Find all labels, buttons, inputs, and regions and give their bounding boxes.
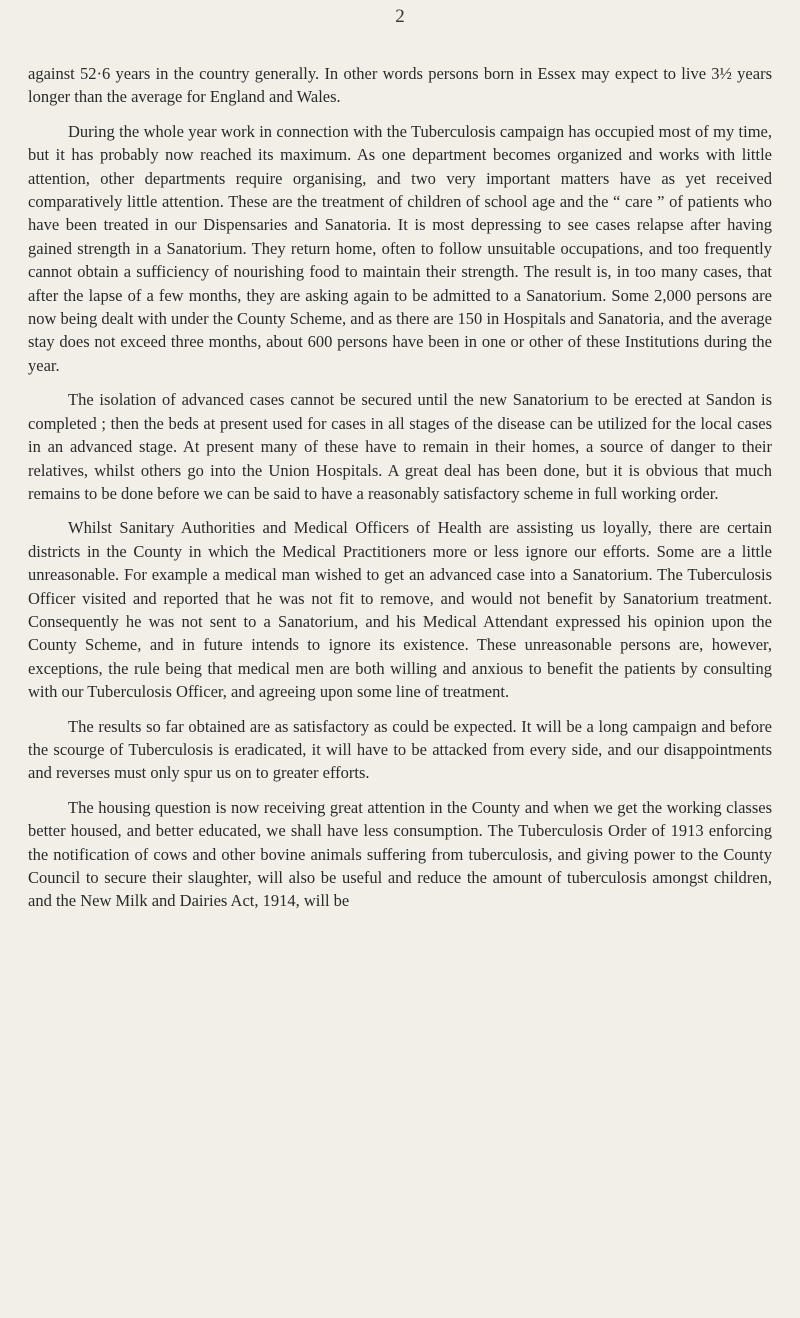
paragraph-housing-question: The housing question is now receiving great attention in the County and when we get the working classes better housed, and better educated, we shall have less consumption. The Tuberculosis Order of 1913 enforcing the notification of cows and other bovine animals suffering from tuberculosis, and giving power to the County Council to secure their slaughter, will also be useful and reduce the amount of tuberculosis amongst children, and the New Milk and Dairies Act, 1914, will be xyxy=(28,797,772,911)
paragraph-sanitary-authorities: Whilst Sanitary Authorities and Medical Officers of Health are assisting us loyally, there are certain districts in the County in which the Medical Practitioners more or less ignore our efforts. Some are a little unreasonable. For example a medical man wished to get an advanced case into a Sanatorium. The Tuberculosis Officer visited and reported that he was not fit to remove, and would not benefit by Sanatorium treatment. Consequently he was not sent to a Sanatorium, and his Medical Attendant expressed his opinion upon the County Scheme, and in future intends to ignore its existence. These unreasonable persons are, however, exceptions, the rule being that medical men are both willing and anxious to benefit the patients by consulting with our Tuberculosis Officer, and agreeing upon some line of treatment. xyxy=(28,518,772,702)
paragraph-isolation-advanced-cases: The isolation of advanced cases cannot be secured until the new Sanatorium to be erected at Sandon is completed ; then the beds at present used for cases in all stages of the disease can be utilized for the local cases in an advanced stage. At present many of these have to remain in their homes, a source of danger to their relatives, whilst others go into the Union Hospitals. A great deal has been done, but it is obvious that much remains to be done before we can be said to have a reasonably satisfactory scheme in full working order. xyxy=(28,390,772,503)
paragraph-results: The results so far obtained are as satisfactory as could be expected. It will be a long campaign and before the scourge of Tuberculosis is eradicated, it will have to be attacked from every side, and our disappointments and reverses must only spur us on to greater efforts. xyxy=(28,716,772,783)
paragraph-continuation: against 52·6 years in the country generally. In other words persons born in Essex may expect to live 3½ years longer than the average for England and Wales. xyxy=(28,64,772,107)
body-text xyxy=(28,62,772,924)
page-number: 2 xyxy=(395,6,405,27)
paragraph-tuberculosis-campaign: During the whole year work in connection with the Tuberculosis campaign has occupied most of my time, but it has probably now reached its maximum. As one department becomes organized and works with little attention, other departments require organising, and two very important matters have as yet received comparatively little attention. These are the treatment of children of school age and the “ care ” of patients who have been treated in our Dispensaries and Sanatoria. It is most depressing to see cases relapse after having gained strength in a Sanatorium. They return home, often to follow unsuitable occupations, and too frequently cannot obtain a sufficiency of nourishing food to maintain their strength. The result is, in too many cases, that after the lapse of a few months, they are asking again to be admitted to a Sanatorium. Some 2,000 persons are now being dealt with under the County Scheme, and as there are 150 in Hospitals and Sanatoria, and the average stay does not exceed three months, about 600 persons have been in one or other of these Institutions during the year. xyxy=(28,121,772,375)
